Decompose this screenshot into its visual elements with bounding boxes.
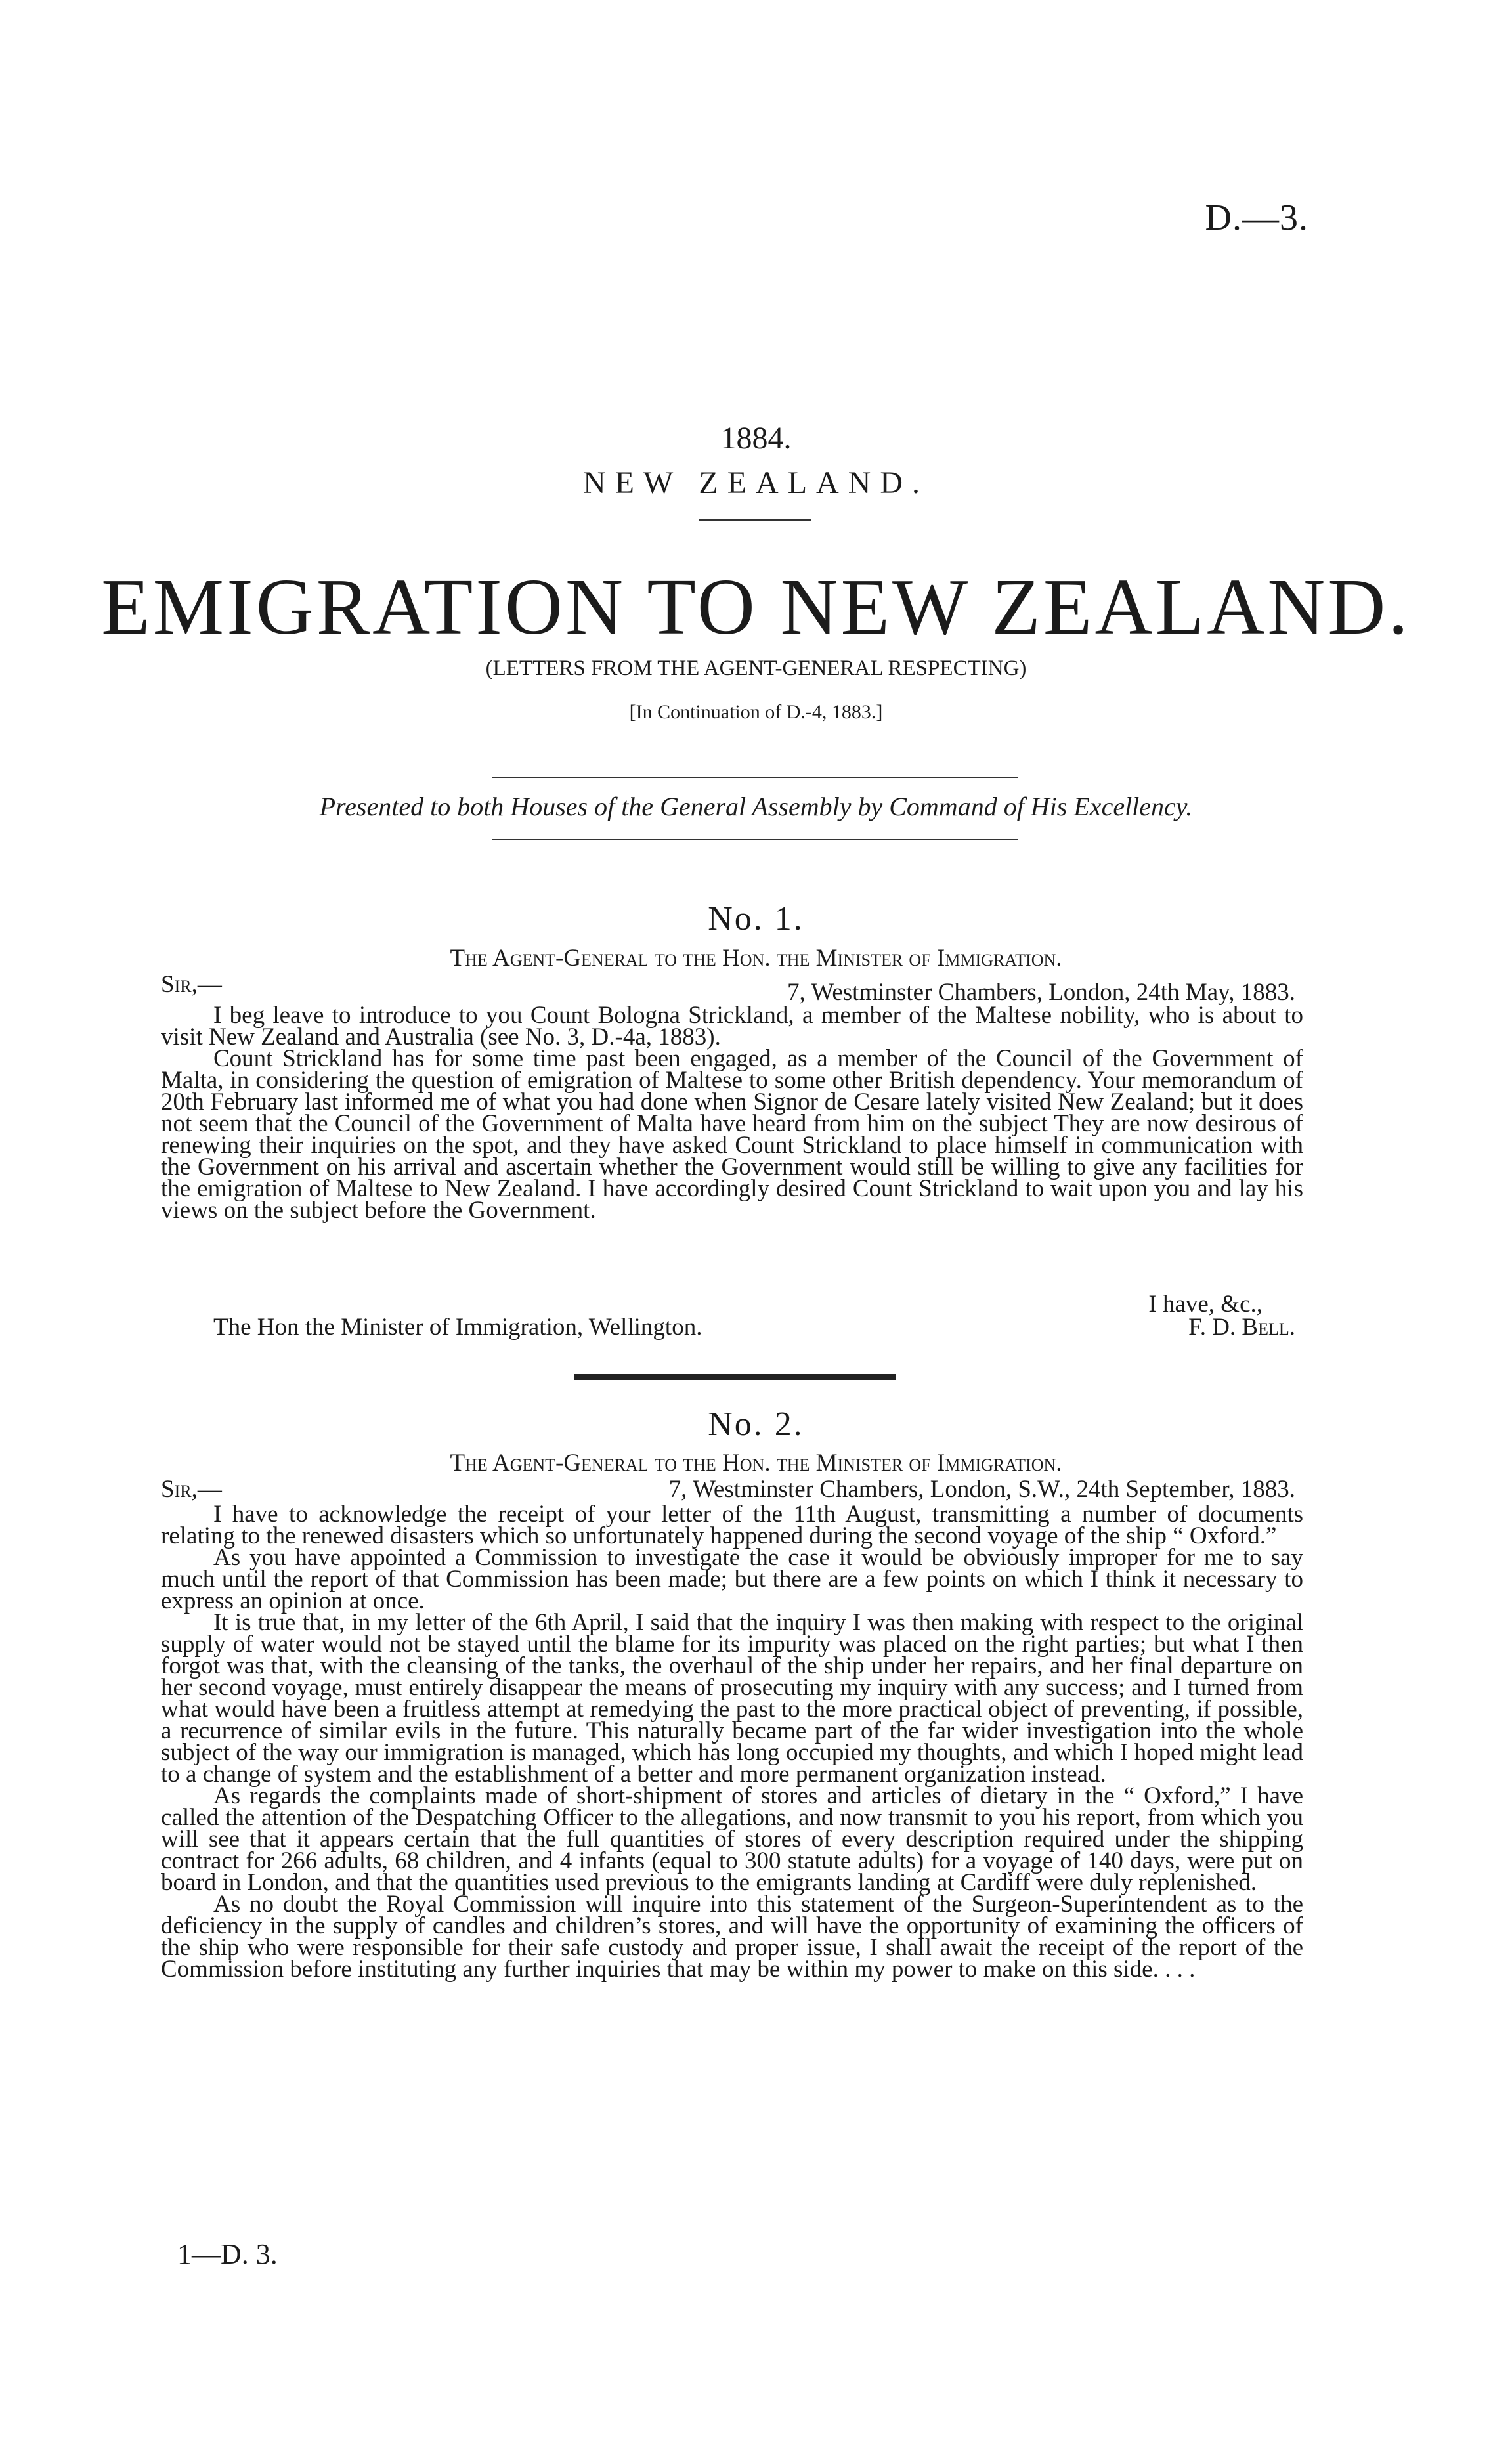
letter-1-heading: The Agent-General to the Hon. the Minister of Immigration. (450, 945, 1062, 972)
divider-rule (574, 1374, 896, 1380)
document-title: EMIGRATION TO NEW ZEALAND. (101, 563, 1411, 651)
paragraph: As no doubt the Royal Commission will inquire into this statement of the Surgeon-Superintendent as to the deficiency in the supply of candles and children’s stores, and will have the opportunity of examining the officers of the ship who were responsible for their safe custody and proper issue, I shall await the receipt of the report of the Commission before instituting any further inquiries that may be within my power to make on this side. . . . (161, 1891, 1303, 1983)
letter-2-body (161, 1501, 1303, 1983)
paragraph: I beg leave to introduce to you Count Bologna Strickland, a member of the Maltese nobility, who is about to visit New Zealand and Australia (see No. 3, D.-4a, 1883). (161, 1002, 1303, 1050)
letter-2-heading: The Agent-General to the Hon. the Minister of Immigration. (450, 1450, 1062, 1477)
continuation-note: [In Continuation of D.-4, 1883.] (629, 701, 883, 723)
letter-2-address: 7, Westminster Chambers, London, S.W., 24th September, 1883. (668, 1476, 1295, 1503)
paragraph: It is true that, in my letter of the 6th April, I said that the inquiry I was then making with respect to the original supply of water would not be stayed until the blame for its impurity was placed on the right parties; but what I then forgot was that, with the cleansing of the tanks, the overhaul of the ship under her repairs, and her final departure on her second voyage, must entirely disappear the means of prosecuting my inquiry with any success; and I turned from what would have been a fruitless attempt at remedying the past to the more practical object of preventing, if possible, a recurrence of similar evils in the future. This naturally became part of the far wider investigation into the whole subject of the way our immigration is managed, which has long occupied my thoughts, and which I hoped might lead to a change of system and the establishment of a better and more permanent organization instead. (161, 1609, 1303, 1788)
page-footer-reference: 1—D. 3. (177, 2238, 278, 2270)
year: 1884. (720, 421, 792, 456)
paragraph: As regards the complaints made of short-shipment of stores and articles of dietary in the “ Oxford,” I have called the attention of the Despatching Officer to the allegations, and now transmit to you his report, from which you will see that it appears certain that the full quantities of stores of every description required under the shipping contract for 266 adults, 68 children, and 4 infants (equal to 300 statute adults) for a voyage of 140 days, were put on board in London, and that the quantities used previous to the emigrants landing at Cardiff were duly replenished. (161, 1782, 1303, 1896)
letter-1-salutation: Sir,— (161, 971, 222, 998)
divider-rule (492, 777, 1018, 778)
letter-1-number: No. 1. (708, 900, 804, 938)
document-subtitle: (LETTERS FROM THE AGENT-GENERAL RESPECTING) (485, 657, 1027, 680)
country: NEW ZEALAND. (582, 465, 930, 500)
letter-2-salutation: Sir,— (161, 1476, 222, 1503)
letter-1-closing: I have, &c., (1148, 1291, 1263, 1318)
letter-1-body (161, 1002, 1303, 1224)
presented-note: Presented to both Houses of the General Assembly by Command of His Excellency. (319, 792, 1193, 821)
page-reference: D.—3. (1205, 198, 1308, 238)
letter-1-address: 7, Westminster Chambers, London, 24th May, 1883. (787, 979, 1295, 1006)
paragraph: Count Strickland has for some time past been engaged, as a member of the Council of the Government of Malta, in considering the question of emigration of Maltese to some other British dependency. Your memorandum of 20th February last informed me of what you had done when Signor de Cesare lately visited New Zealand; but it does not seem that the Council of the Government of Malta have heard from him on the subject They are now desirous of renewing their inquiries on the spot, and they have asked Count Strickland to place himself in communication with the Government on his arrival and ascertain whether the Government would still be willing to give any facilities for the emigration of Maltese to New Zealand. I have accordingly desired Count Strickland to wait upon you and lay his views on the subject before the Government. (161, 1045, 1303, 1224)
paragraph: I have to acknowledge the receipt of your letter of the 11th August, transmitting a number of documents relating to the renewed disasters which so unfortunately happened during the second voyage of the ship “ Oxford.” (161, 1501, 1303, 1549)
letter-2-number: No. 2. (708, 1406, 804, 1443)
divider-rule (492, 839, 1018, 840)
letter-1-addressee: The Hon the Minister of Immigration, Wellington. (213, 1314, 702, 1341)
letter-1-signature: F. D. Bell. (1188, 1314, 1295, 1341)
paragraph: As you have appointed a Commission to investigate the case it would be obviously improper for me to say much until the report of that Commission has been made; but there are a few points on which I think it necessary to express an opinion at once. (161, 1544, 1303, 1614)
divider-rule (699, 519, 811, 521)
